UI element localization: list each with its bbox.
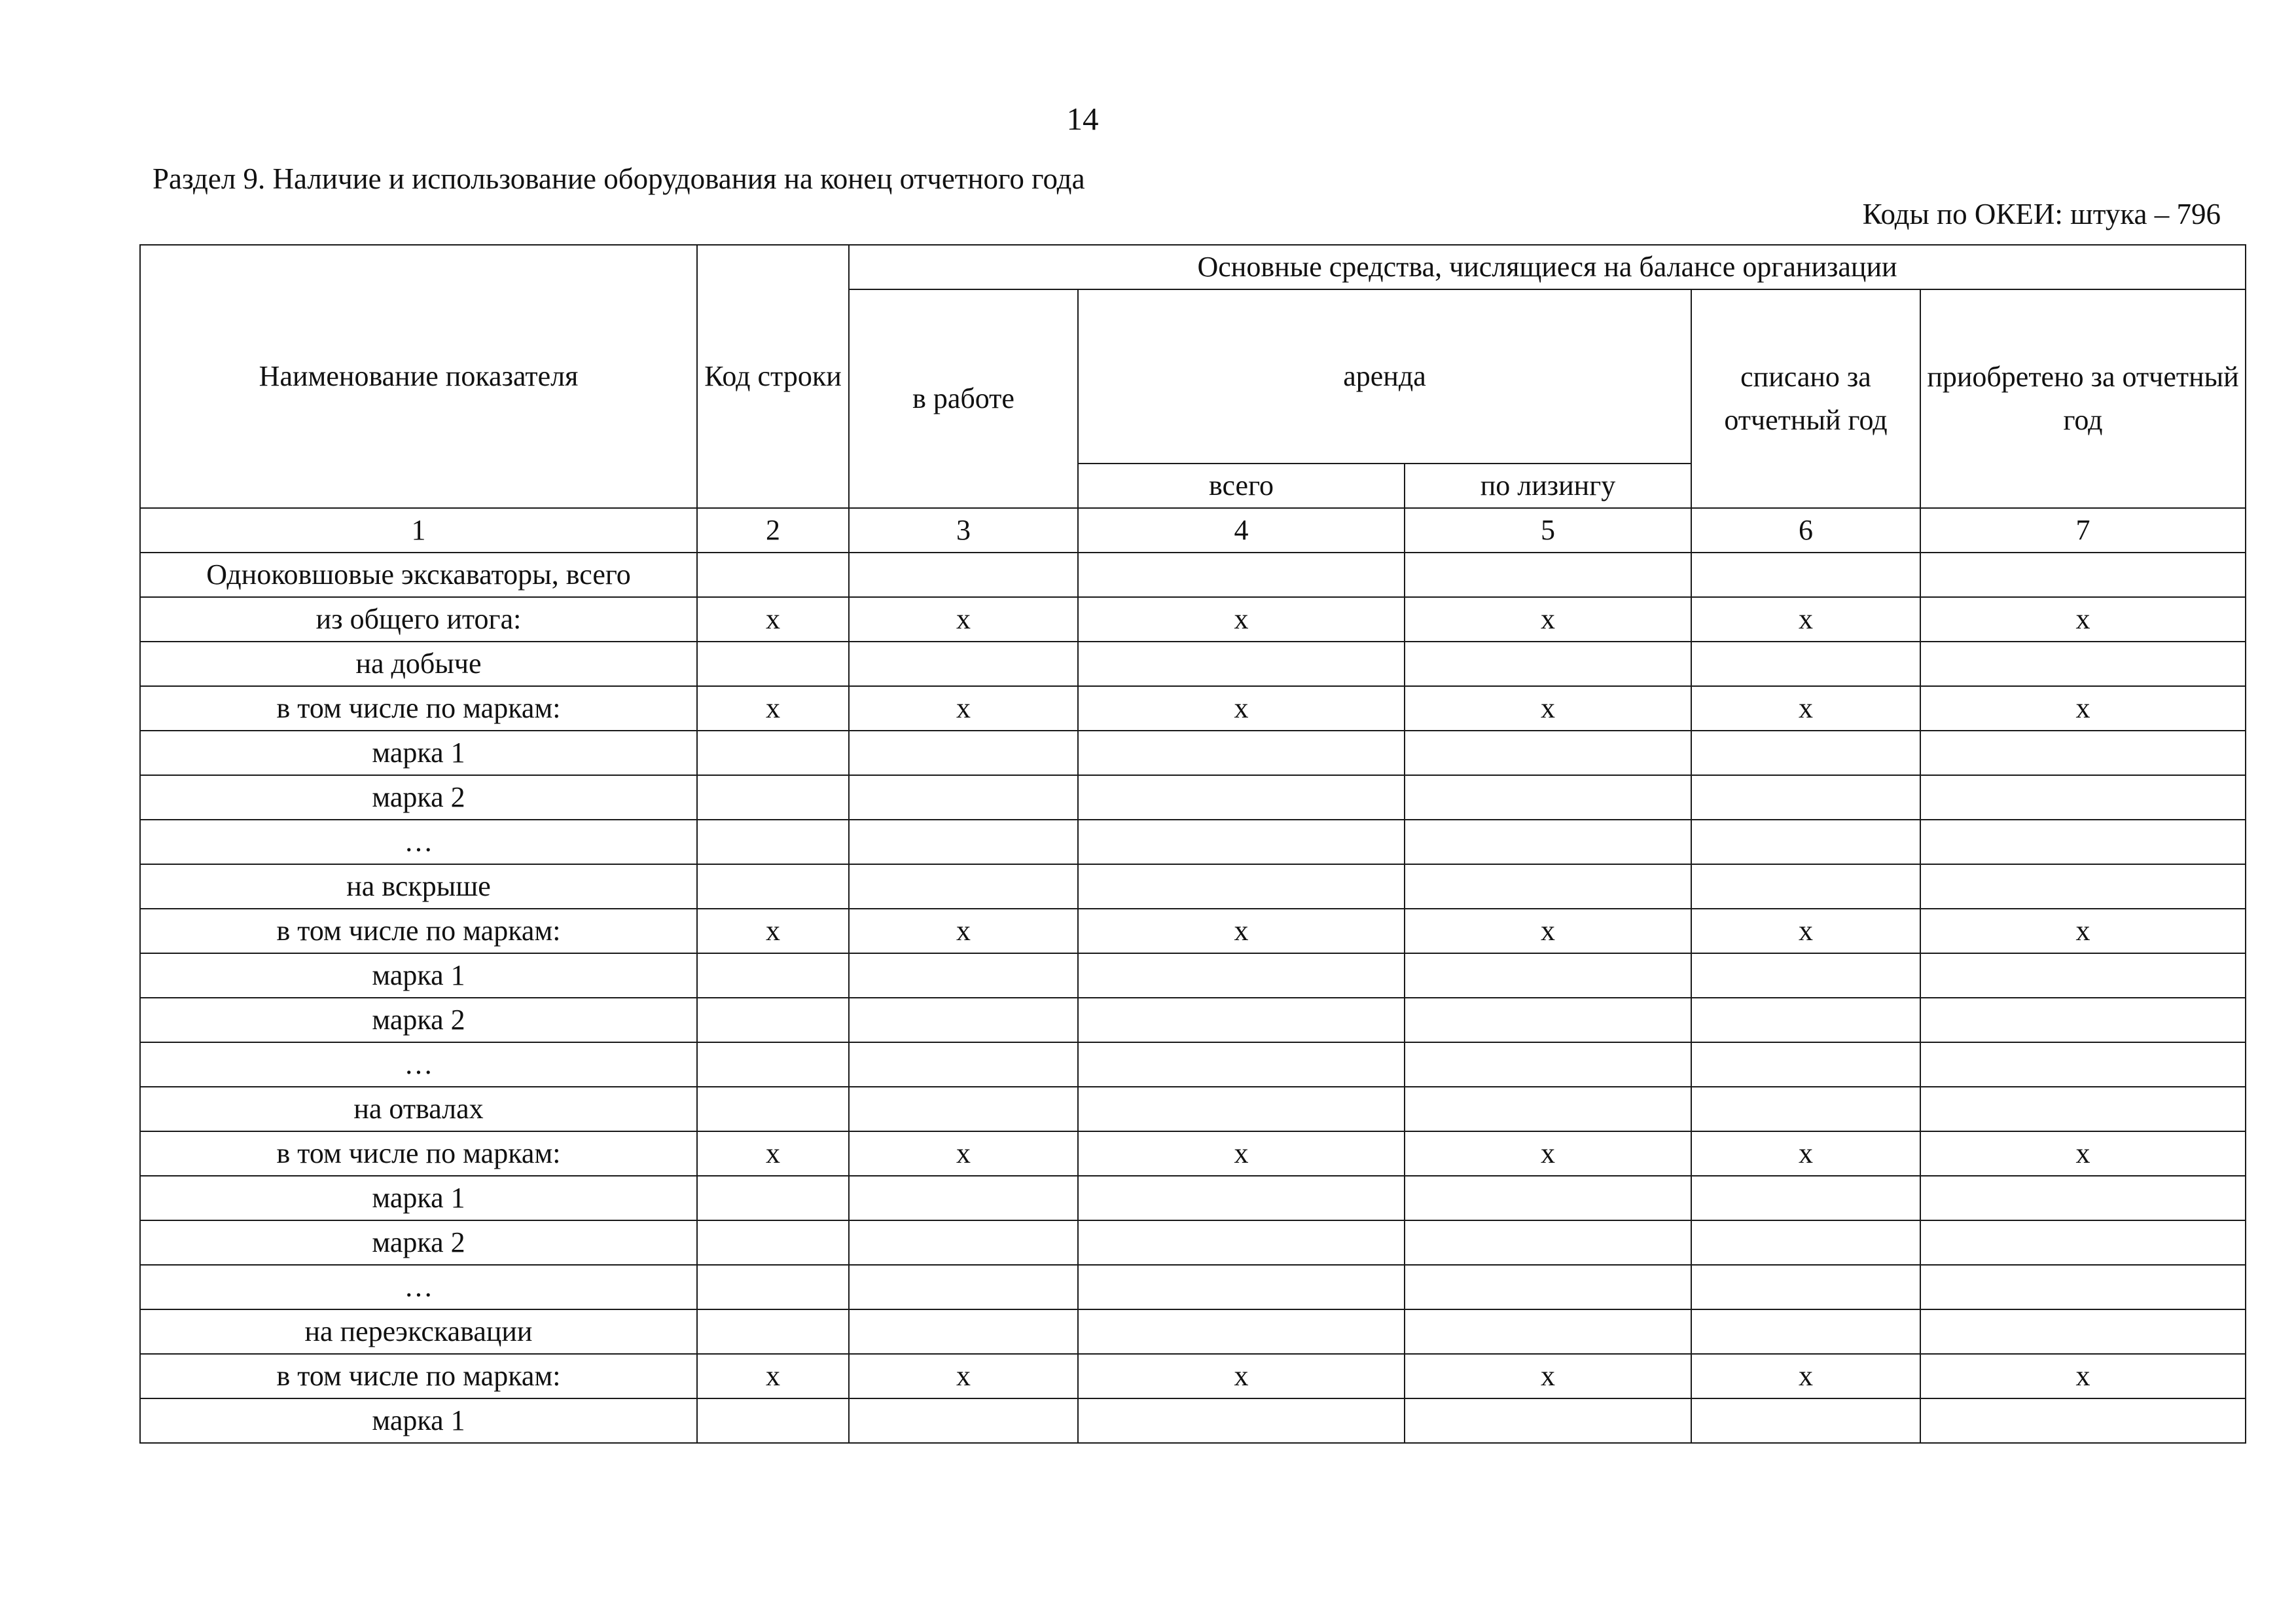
table-cell [1405,1265,1691,1309]
table-cell [1920,731,2246,775]
table-cell [1920,1042,2246,1087]
table-cell: х [849,686,1078,731]
table-cell [849,1087,1078,1131]
table-cell [1920,775,2246,820]
row-label: … [140,820,697,864]
header-lease: аренда [1078,289,1691,464]
row-label: на отвалах [140,1087,697,1131]
table-cell [1691,775,1920,820]
table-cell [697,775,849,820]
table-cell [1078,864,1405,909]
table-cell [1405,998,1691,1042]
table-cell [1078,731,1405,775]
row-label: на переэкскавации [140,1309,697,1354]
table-cell: х [697,686,849,731]
table-cell [1078,642,1405,686]
table-row [140,909,2246,953]
table-cell [1078,1087,1405,1131]
table-cell [849,775,1078,820]
table-cell [1920,642,2246,686]
table-cell: х [1920,1131,2246,1176]
row-label: на вскрыше [140,864,697,909]
table-cell [1691,1087,1920,1131]
table-cell [1078,553,1405,597]
header-acquired: приобретено за отчетный год [1920,289,2246,508]
table-body [140,553,2246,1443]
table-cell [1691,998,1920,1042]
okei-code: Коды по ОКЕИ: штука – 796 [1862,198,2221,230]
table-cell [697,998,849,1042]
table-cell: х [1405,686,1691,731]
column-number: 6 [1691,508,1920,553]
table-row [140,1176,2246,1220]
table-cell [849,1220,1078,1265]
table-cell [1920,1176,2246,1220]
table-cell [1405,731,1691,775]
table-cell: х [1078,1354,1405,1398]
table-cell [1920,998,2246,1042]
table-cell [1405,864,1691,909]
table-row [140,1220,2246,1265]
table-row [140,1131,2246,1176]
header-indicator-name: Наименование показателя [140,245,697,508]
table-cell [1405,953,1691,998]
header-row-code: Код строки [697,245,849,508]
table-cell [849,1309,1078,1354]
row-label: в том числе по маркам: [140,1131,697,1176]
table-cell [1691,1398,1920,1443]
row-label: марка 2 [140,775,697,820]
row-label: в том числе по маркам: [140,686,697,731]
table-cell [1691,731,1920,775]
row-label: в том числе по маркам: [140,1354,697,1398]
column-number: 1 [140,508,697,553]
table-row [140,1398,2246,1443]
table-header [140,245,2246,553]
table-cell [697,1220,849,1265]
row-label: марка 1 [140,953,697,998]
table-cell: х [1078,686,1405,731]
table-cell [1405,642,1691,686]
table-cell [1078,1220,1405,1265]
table-cell [1691,1309,1920,1354]
table-cell: х [1405,1354,1691,1398]
row-label: марка 1 [140,1176,697,1220]
table-cell [697,953,849,998]
table-cell [697,864,849,909]
table-row [140,775,2246,820]
table-cell [1405,1176,1691,1220]
table-cell [1405,1220,1691,1265]
table-cell [1405,775,1691,820]
table-cell: х [849,1354,1078,1398]
table-cell [849,1265,1078,1309]
row-label: … [140,1265,697,1309]
table-cell [1691,864,1920,909]
row-label: из общего итога: [140,597,697,642]
row-label: на добыче [140,642,697,686]
table-cell: х [1691,909,1920,953]
table-cell [1078,1309,1405,1354]
table-row [140,597,2246,642]
header-written-off: списано за отчетный год [1691,289,1920,508]
table-cell [849,642,1078,686]
table-cell: х [1920,597,2246,642]
table-cell [697,1042,849,1087]
table-cell [1920,864,2246,909]
table-row [140,998,2246,1042]
column-number: 5 [1405,508,1691,553]
table-cell [1920,1398,2246,1443]
table-cell [1078,1176,1405,1220]
table-row [140,820,2246,864]
table-cell [1078,820,1405,864]
column-number: 3 [849,508,1078,553]
row-label: марка 2 [140,1220,697,1265]
table-cell [1691,1042,1920,1087]
table-row [140,1354,2246,1398]
column-number-row [140,508,2246,553]
table-cell [1405,820,1691,864]
table-cell [1691,553,1920,597]
table-cell: х [697,1131,849,1176]
table-cell: х [1405,597,1691,642]
table-row [140,1309,2246,1354]
table-cell [697,553,849,597]
table-cell [1691,820,1920,864]
table-row [140,731,2246,775]
page-number: 14 [1066,101,1099,137]
row-label: марка 1 [140,731,697,775]
table-row [140,642,2246,686]
table-cell: х [1691,686,1920,731]
table-cell: х [1078,597,1405,642]
table-cell [849,864,1078,909]
column-number: 2 [697,508,849,553]
row-label: в том числе по маркам: [140,909,697,953]
table-cell: х [697,909,849,953]
table-cell [1920,553,2246,597]
table-cell: х [1920,1354,2246,1398]
table-row [140,553,2246,597]
table-cell [849,553,1078,597]
header-lease-total: всего [1078,464,1405,508]
row-label: марка 1 [140,1398,697,1443]
table-cell [1405,1087,1691,1131]
table-cell: х [1078,909,1405,953]
table-cell [1691,642,1920,686]
table-cell: х [1691,1131,1920,1176]
table-cell [697,1087,849,1131]
table-cell [697,642,849,686]
table-cell [1078,1042,1405,1087]
table-row [140,953,2246,998]
table-cell [1920,953,2246,998]
table-row [140,1042,2246,1087]
table-cell [1920,1309,2246,1354]
table-cell [1078,1265,1405,1309]
table-cell [1691,1176,1920,1220]
header-lease-leasing: по лизингу [1405,464,1691,508]
table-cell [1920,820,2246,864]
table-cell: х [697,597,849,642]
table-cell [849,953,1078,998]
table-row [140,686,2246,731]
table-cell: х [1920,909,2246,953]
table-cell [1078,1398,1405,1443]
table-cell [1691,1220,1920,1265]
table-cell [1405,553,1691,597]
table-cell: х [1920,686,2246,731]
table-cell: х [1691,1354,1920,1398]
header-in-operation: в работе [849,289,1078,508]
table-cell [697,1309,849,1354]
header-fixed-assets-group: Основные средства, числящиеся на балансе организации [849,245,2246,289]
table-cell [1691,953,1920,998]
table-cell: х [1078,1131,1405,1176]
equipment-table [139,244,2246,1444]
table-cell [1920,1265,2246,1309]
table-cell [697,1265,849,1309]
table-cell: х [697,1354,849,1398]
table-cell [1405,1398,1691,1443]
table-cell [1405,1309,1691,1354]
table-row [140,1265,2246,1309]
table-cell [1691,1265,1920,1309]
table-cell: х [849,909,1078,953]
table-cell [849,1176,1078,1220]
table-cell: х [1405,909,1691,953]
row-label: Одноковшовые экскаваторы, всего [140,553,697,597]
table-cell [1405,1042,1691,1087]
table-cell [1920,1087,2246,1131]
column-number: 7 [1920,508,2246,553]
table-cell [849,1398,1078,1443]
table-cell [1920,1220,2246,1265]
table-cell [1078,998,1405,1042]
table-cell [1078,953,1405,998]
column-number: 4 [1078,508,1405,553]
table-cell [697,731,849,775]
table-cell [697,820,849,864]
table-cell: х [1691,597,1920,642]
row-label: … [140,1042,697,1087]
table-cell [849,1042,1078,1087]
table-row [140,864,2246,909]
table-cell [849,998,1078,1042]
table-cell [697,1398,849,1443]
table-cell: х [849,1131,1078,1176]
table-row [140,1087,2246,1131]
table-cell [849,731,1078,775]
table-cell: х [849,597,1078,642]
table-cell [1078,775,1405,820]
section-title: Раздел 9. Наличие и использование оборудования на конец отчетного года [152,162,1085,195]
row-label: марка 2 [140,998,697,1042]
table-cell [849,820,1078,864]
table-cell: х [1405,1131,1691,1176]
table-cell [697,1176,849,1220]
